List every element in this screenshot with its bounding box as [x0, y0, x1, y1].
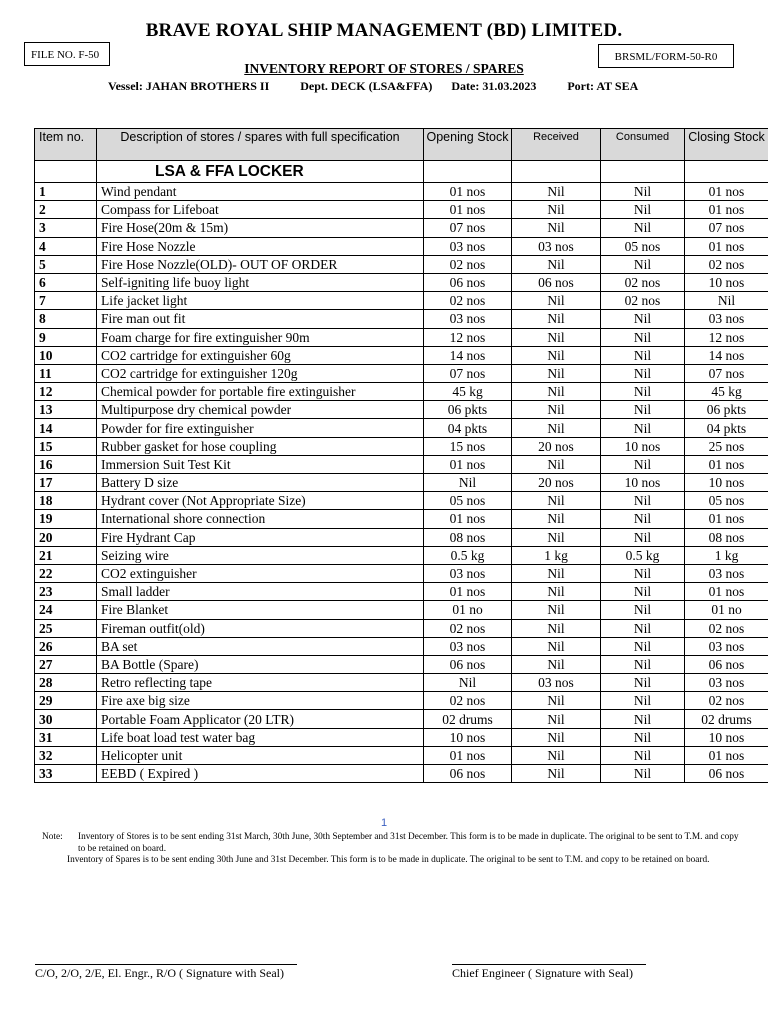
table-row	[35, 564, 768, 582]
closing-stock-cell: 06 pkts	[685, 401, 768, 419]
item-number-cell: 14	[35, 419, 97, 437]
port-label: Port: AT SEA	[567, 79, 639, 93]
consumed-cell: 10 nos	[601, 474, 685, 492]
section-empty-cell	[685, 161, 768, 183]
consumed-cell: Nil	[601, 455, 685, 473]
closing-stock-cell: 01 nos	[685, 183, 768, 201]
item-description-cell: Multipurpose dry chemical powder	[97, 401, 424, 419]
closing-stock-cell: 05 nos	[685, 492, 768, 510]
table-row	[35, 474, 768, 492]
received-cell: Nil	[512, 710, 601, 728]
received-cell: Nil	[512, 765, 601, 783]
received-cell: Nil	[512, 528, 601, 546]
closing-stock-cell: 01 nos	[685, 237, 768, 255]
closing-stock-cell: 12 nos	[685, 328, 768, 346]
consumed-cell: Nil	[601, 674, 685, 692]
table-row	[35, 328, 768, 346]
item-description-cell: BA set	[97, 637, 424, 655]
opening-stock-cell: 07 nos	[424, 219, 512, 237]
item-number-cell: 5	[35, 255, 97, 273]
received-cell: Nil	[512, 510, 601, 528]
consumed-cell: Nil	[601, 583, 685, 601]
item-description-cell: CO2 cartridge for extinguisher 120g	[97, 364, 424, 382]
consumed-cell: Nil	[601, 401, 685, 419]
item-description-cell: Hydrant cover (Not Appropriate Size)	[97, 492, 424, 510]
closing-stock-cell: 03 nos	[685, 310, 768, 328]
consumed-cell: Nil	[601, 183, 685, 201]
closing-stock-cell: 10 nos	[685, 474, 768, 492]
vessel-label: Vessel: JAHAN BROTHERS II	[108, 79, 270, 93]
consumed-cell: Nil	[601, 710, 685, 728]
item-number-cell: 23	[35, 583, 97, 601]
item-number-cell: 11	[35, 364, 97, 382]
received-cell: Nil	[512, 328, 601, 346]
page-number: 1	[380, 817, 388, 829]
closing-stock-cell: 06 nos	[685, 655, 768, 673]
column-header-consumed: Consumed	[601, 129, 685, 161]
item-number-cell: 33	[35, 765, 97, 783]
table-row	[35, 310, 768, 328]
section-empty-cell	[35, 161, 97, 183]
received-cell: Nil	[512, 255, 601, 273]
table-header-row	[35, 129, 768, 161]
column-header-received: Received	[512, 129, 601, 161]
consumed-cell: Nil	[601, 765, 685, 783]
opening-stock-cell: 0.5 kg	[424, 546, 512, 564]
item-description-cell: BA Bottle (Spare)	[97, 655, 424, 673]
consumed-cell: Nil	[601, 492, 685, 510]
item-description-cell: Helicopter unit	[97, 746, 424, 764]
table-row	[35, 346, 768, 364]
item-description-cell: Life boat load test water bag	[97, 728, 424, 746]
opening-stock-cell: 01 nos	[424, 183, 512, 201]
closing-stock-cell: 01 no	[685, 601, 768, 619]
opening-stock-cell: 06 nos	[424, 765, 512, 783]
item-number-cell: 1	[35, 183, 97, 201]
item-description-cell: Rubber gasket for hose coupling	[97, 437, 424, 455]
opening-stock-cell: 03 nos	[424, 637, 512, 655]
opening-stock-cell: 10 nos	[424, 728, 512, 746]
signature-line-right	[452, 964, 646, 965]
report-title: INVENTORY REPORT OF STORES / SPARES	[244, 61, 524, 76]
opening-stock-cell: 02 drums	[424, 710, 512, 728]
section-empty-cell	[512, 161, 601, 183]
closing-stock-cell: Nil	[685, 292, 768, 310]
item-description-cell: Immersion Suit Test Kit	[97, 455, 424, 473]
item-description-cell: International shore connection	[97, 510, 424, 528]
item-description-cell: Fire man out fit	[97, 310, 424, 328]
item-number-cell: 4	[35, 237, 97, 255]
item-number-cell: 16	[35, 455, 97, 473]
table-row	[35, 237, 768, 255]
received-cell: 03 nos	[512, 674, 601, 692]
received-cell: Nil	[512, 455, 601, 473]
opening-stock-cell: 03 nos	[424, 237, 512, 255]
closing-stock-cell: 04 pkts	[685, 419, 768, 437]
closing-stock-cell: 02 drums	[685, 710, 768, 728]
item-number-cell: 3	[35, 219, 97, 237]
opening-stock-cell: 14 nos	[424, 346, 512, 364]
table-row	[35, 273, 768, 291]
column-header-closing-stock: Closing Stock	[685, 129, 768, 161]
item-description-cell: Portable Foam Applicator (20 LTR)	[97, 710, 424, 728]
received-cell: 1 kg	[512, 546, 601, 564]
opening-stock-cell: 15 nos	[424, 437, 512, 455]
closing-stock-cell: 01 nos	[685, 746, 768, 764]
item-number-cell: 17	[35, 474, 97, 492]
table-row	[35, 455, 768, 473]
consumed-cell: Nil	[601, 346, 685, 364]
consumed-cell: 10 nos	[601, 437, 685, 455]
received-cell: Nil	[512, 492, 601, 510]
closing-stock-cell: 03 nos	[685, 674, 768, 692]
consumed-cell: Nil	[601, 310, 685, 328]
table-row	[35, 219, 768, 237]
note-stores: Inventory of Stores is to be sent ending 31st March, 30th June, 30th September and 31st December. This form is to be made in duplicate. The original to be sent to T.M. and copy to be retained on board.	[78, 832, 739, 854]
closing-stock-cell: 03 nos	[685, 637, 768, 655]
closing-stock-cell: 03 nos	[685, 564, 768, 582]
received-cell: 20 nos	[512, 437, 601, 455]
closing-stock-cell: 01 nos	[685, 510, 768, 528]
opening-stock-cell: 04 pkts	[424, 419, 512, 437]
opening-stock-cell: 45 kg	[424, 383, 512, 401]
item-description-cell: CO2 cartridge for extinguisher 60g	[97, 346, 424, 364]
table-row	[35, 528, 768, 546]
closing-stock-cell: 01 nos	[685, 583, 768, 601]
consumed-cell: Nil	[601, 328, 685, 346]
signature-label-left: C/O, 2/O, 2/E, El. Engr., R/O ( Signature with Seal)	[35, 966, 284, 980]
column-header-item-no: Item no.	[35, 129, 97, 161]
opening-stock-cell: 01 nos	[424, 455, 512, 473]
item-number-cell: 28	[35, 674, 97, 692]
consumed-cell: Nil	[601, 637, 685, 655]
inventory-table	[34, 128, 768, 783]
closing-stock-cell: 07 nos	[685, 219, 768, 237]
received-cell: Nil	[512, 183, 601, 201]
closing-stock-cell: 08 nos	[685, 528, 768, 546]
opening-stock-cell: Nil	[424, 474, 512, 492]
section-empty-cell	[601, 161, 685, 183]
item-description-cell: Fire axe big size	[97, 692, 424, 710]
item-number-cell: 24	[35, 601, 97, 619]
closing-stock-cell: 02 nos	[685, 619, 768, 637]
received-cell: Nil	[512, 383, 601, 401]
item-description-cell: CO2 extinguisher	[97, 564, 424, 582]
item-description-cell: Self-igniting life buoy light	[97, 273, 424, 291]
company-name: BRAVE ROYAL SHIP MANAGEMENT (BD) LIMITED.	[145, 20, 623, 41]
table-row	[35, 419, 768, 437]
consumed-cell: Nil	[601, 364, 685, 382]
item-number-cell: 30	[35, 710, 97, 728]
table-row	[35, 728, 768, 746]
item-number-cell: 29	[35, 692, 97, 710]
consumed-cell: 0.5 kg	[601, 546, 685, 564]
signature-line-left	[35, 964, 297, 965]
table-row	[35, 255, 768, 273]
item-description-cell: Chemical powder for portable fire extinguisher	[97, 383, 424, 401]
table-row	[35, 692, 768, 710]
opening-stock-cell: 03 nos	[424, 564, 512, 582]
item-description-cell: Fire Hydrant Cap	[97, 528, 424, 546]
closing-stock-cell: 02 nos	[685, 255, 768, 273]
received-cell: Nil	[512, 601, 601, 619]
opening-stock-cell: 03 nos	[424, 310, 512, 328]
table-row	[35, 637, 768, 655]
section-empty-cell	[424, 161, 512, 183]
opening-stock-cell: 01 nos	[424, 583, 512, 601]
opening-stock-cell: 01 nos	[424, 746, 512, 764]
table-row	[35, 746, 768, 764]
received-cell: Nil	[512, 401, 601, 419]
closing-stock-cell: 07 nos	[685, 364, 768, 382]
item-number-cell: 10	[35, 346, 97, 364]
closing-stock-cell: 10 nos	[685, 728, 768, 746]
item-number-cell: 9	[35, 328, 97, 346]
column-header-description: Description of stores / spares with full specification	[97, 129, 424, 161]
received-cell: Nil	[512, 419, 601, 437]
opening-stock-cell: 06 pkts	[424, 401, 512, 419]
received-cell: Nil	[512, 346, 601, 364]
consumed-cell: Nil	[601, 383, 685, 401]
table-row	[35, 364, 768, 382]
item-number-cell: 32	[35, 746, 97, 764]
consumed-cell: Nil	[601, 201, 685, 219]
item-description-cell: Compass for Lifeboat	[97, 201, 424, 219]
table-row	[35, 710, 768, 728]
received-cell: Nil	[512, 219, 601, 237]
received-cell: Nil	[512, 692, 601, 710]
opening-stock-cell: 06 nos	[424, 655, 512, 673]
received-cell: Nil	[512, 637, 601, 655]
consumed-cell: Nil	[601, 510, 685, 528]
closing-stock-cell: 10 nos	[685, 273, 768, 291]
item-number-cell: 2	[35, 201, 97, 219]
consumed-cell: Nil	[601, 692, 685, 710]
note-label: Note:	[42, 832, 63, 842]
footer-note	[42, 832, 748, 867]
item-description-cell: Retro reflecting tape	[97, 674, 424, 692]
received-cell: 20 nos	[512, 474, 601, 492]
item-number-cell: 20	[35, 528, 97, 546]
consumed-cell: Nil	[601, 655, 685, 673]
item-description-cell: Seizing wire	[97, 546, 424, 564]
form-number-box: BRSML/FORM-50-R0	[598, 44, 734, 68]
item-number-cell: 27	[35, 655, 97, 673]
received-cell: Nil	[512, 292, 601, 310]
department-label: Dept. DECK (LSA&FFA)	[300, 79, 433, 93]
item-number-cell: 19	[35, 510, 97, 528]
opening-stock-cell: 07 nos	[424, 364, 512, 382]
table-row	[35, 619, 768, 637]
item-number-cell: 22	[35, 564, 97, 582]
section-row	[35, 161, 768, 183]
item-description-cell: Foam charge for fire extinguisher 90m	[97, 328, 424, 346]
closing-stock-cell: 02 nos	[685, 692, 768, 710]
closing-stock-cell: 25 nos	[685, 437, 768, 455]
note-spares: Inventory of Spares is to be sent ending 30th June and 31st December. This form is to be made in duplicate. The original to be sent to T.M. and copy to be retained on board.	[67, 855, 710, 866]
table-row	[35, 583, 768, 601]
item-number-cell: 13	[35, 401, 97, 419]
table-row	[35, 201, 768, 219]
opening-stock-cell: 01 nos	[424, 201, 512, 219]
opening-stock-cell: 05 nos	[424, 492, 512, 510]
opening-stock-cell: 06 nos	[424, 273, 512, 291]
consumed-cell: 02 nos	[601, 292, 685, 310]
item-description-cell: Wind pendant	[97, 183, 424, 201]
opening-stock-cell: 02 nos	[424, 255, 512, 273]
table-row	[35, 401, 768, 419]
consumed-cell: 02 nos	[601, 273, 685, 291]
received-cell: 03 nos	[512, 237, 601, 255]
section-label: LSA & FFA LOCKER	[97, 161, 424, 183]
item-number-cell: 18	[35, 492, 97, 510]
item-number-cell: 26	[35, 637, 97, 655]
item-number-cell: 25	[35, 619, 97, 637]
opening-stock-cell: 08 nos	[424, 528, 512, 546]
closing-stock-cell: 45 kg	[685, 383, 768, 401]
consumed-cell: Nil	[601, 619, 685, 637]
item-description-cell: Fire Blanket	[97, 601, 424, 619]
item-number-cell: 7	[35, 292, 97, 310]
table-row	[35, 292, 768, 310]
opening-stock-cell: 02 nos	[424, 692, 512, 710]
consumed-cell: Nil	[601, 528, 685, 546]
consumed-cell: Nil	[601, 255, 685, 273]
item-description-cell: Battery D size	[97, 474, 424, 492]
item-description-cell: Life jacket light	[97, 292, 424, 310]
item-number-cell: 21	[35, 546, 97, 564]
item-description-cell: Fire Hose Nozzle	[97, 237, 424, 255]
opening-stock-cell: 01 no	[424, 601, 512, 619]
consumed-cell: Nil	[601, 601, 685, 619]
received-cell: Nil	[512, 746, 601, 764]
received-cell: Nil	[512, 583, 601, 601]
received-cell: 06 nos	[512, 273, 601, 291]
item-description-cell: Fire Hose Nozzle(OLD)- OUT OF ORDER	[97, 255, 424, 273]
consumed-cell: Nil	[601, 564, 685, 582]
signature-label-right: Chief Engineer ( Signature with Seal)	[452, 966, 633, 980]
consumed-cell: Nil	[601, 219, 685, 237]
column-header-opening-stock: Opening Stock	[424, 129, 512, 161]
opening-stock-cell: Nil	[424, 674, 512, 692]
item-number-cell: 31	[35, 728, 97, 746]
item-number-cell: 12	[35, 383, 97, 401]
table-row	[35, 601, 768, 619]
consumed-cell: Nil	[601, 419, 685, 437]
opening-stock-cell: 12 nos	[424, 328, 512, 346]
table-row	[35, 437, 768, 455]
table-row	[35, 546, 768, 564]
table-row	[35, 383, 768, 401]
received-cell: Nil	[512, 564, 601, 582]
consumed-cell: 05 nos	[601, 237, 685, 255]
opening-stock-cell: 01 nos	[424, 510, 512, 528]
received-cell: Nil	[512, 655, 601, 673]
table-row	[35, 492, 768, 510]
opening-stock-cell: 02 nos	[424, 619, 512, 637]
closing-stock-cell: 1 kg	[685, 546, 768, 564]
item-number-cell: 15	[35, 437, 97, 455]
closing-stock-cell: 01 nos	[685, 455, 768, 473]
table-row	[35, 674, 768, 692]
table-row	[35, 510, 768, 528]
item-description-cell: Powder for fire extinguisher	[97, 419, 424, 437]
received-cell: Nil	[512, 201, 601, 219]
item-description-cell: Small ladder	[97, 583, 424, 601]
item-description-cell: EEBD ( Expired )	[97, 765, 424, 783]
item-description-cell: Fire Hose(20m & 15m)	[97, 219, 424, 237]
date-label: Date: 31.03.2023	[451, 79, 537, 93]
file-number-box: FILE NO. F-50	[24, 42, 110, 66]
closing-stock-cell: 06 nos	[685, 765, 768, 783]
consumed-cell: Nil	[601, 728, 685, 746]
table-row	[35, 765, 768, 783]
item-number-cell: 6	[35, 273, 97, 291]
table-row	[35, 183, 768, 201]
received-cell: Nil	[512, 310, 601, 328]
report-subheader	[108, 79, 638, 94]
closing-stock-cell: 14 nos	[685, 346, 768, 364]
item-description-cell: Fireman outfit(old)	[97, 619, 424, 637]
consumed-cell: Nil	[601, 746, 685, 764]
received-cell: Nil	[512, 364, 601, 382]
received-cell: Nil	[512, 619, 601, 637]
opening-stock-cell: 02 nos	[424, 292, 512, 310]
received-cell: Nil	[512, 728, 601, 746]
table-row	[35, 655, 768, 673]
closing-stock-cell: 01 nos	[685, 201, 768, 219]
item-number-cell: 8	[35, 310, 97, 328]
